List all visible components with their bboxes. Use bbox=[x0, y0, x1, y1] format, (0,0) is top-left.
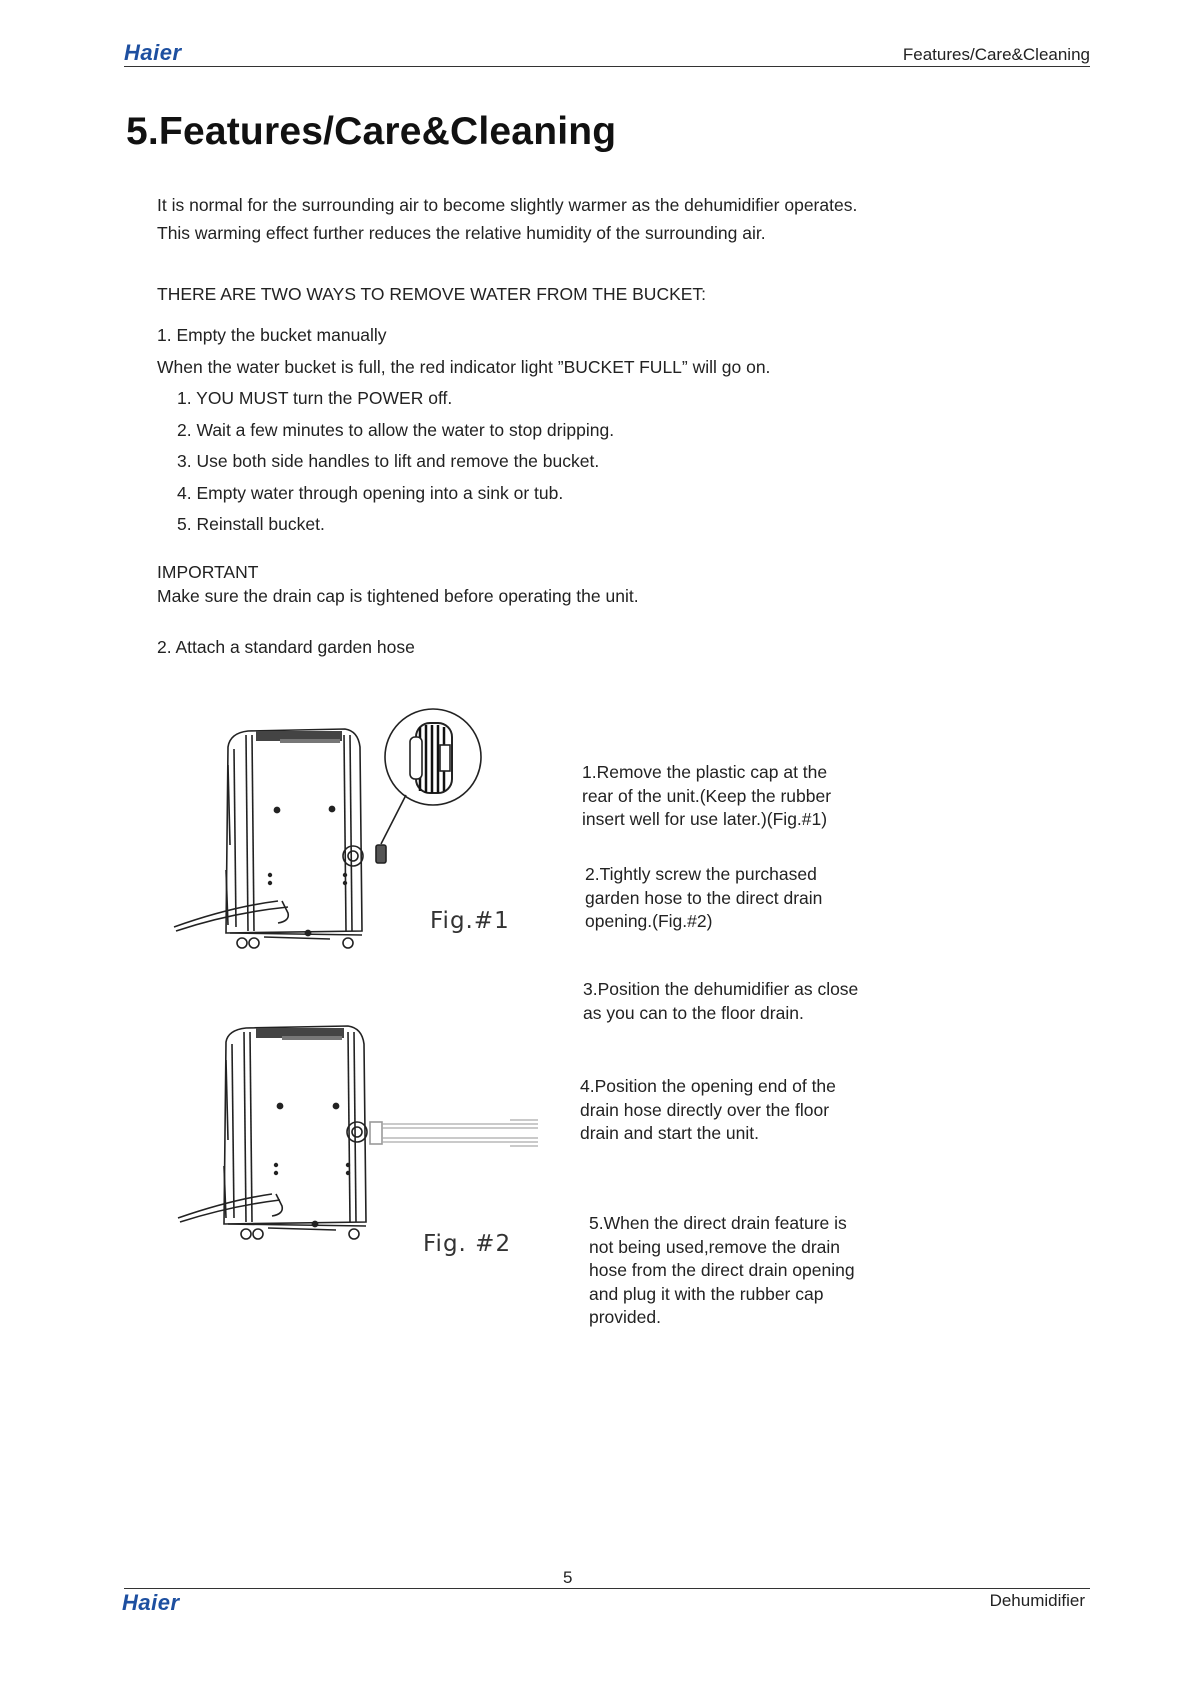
caption-line: 2.Tightly screw the purchased bbox=[585, 864, 817, 884]
manual-lead: When the water bucket is full, the red indicator light ”BUCKET FULL” will go on. bbox=[157, 357, 771, 377]
caption-line: garden hose to the direct drain bbox=[585, 887, 823, 908]
important-label: IMPORTANT bbox=[157, 562, 259, 582]
footer-rule bbox=[124, 1588, 1090, 1589]
manual-step-3: 3. Use both side handles to lift and remove the bucket. bbox=[177, 451, 600, 471]
manual-step-4: 4. Empty water through opening into a sink or tub. bbox=[177, 483, 564, 503]
caption-line: 4.Position the opening end of the bbox=[580, 1076, 836, 1096]
intro-line-2: This warming effect further reduces the relative humidity of the surrounding air. bbox=[157, 223, 766, 243]
intro-line-1: It is normal for the surrounding air to become slightly warmer as the dehumidifier operates. bbox=[157, 195, 858, 215]
hose-heading: 2. Attach a standard garden hose bbox=[157, 637, 415, 657]
manual-step-5: 5. Reinstall bucket. bbox=[177, 514, 325, 534]
caption-line: not being used,remove the drain bbox=[589, 1236, 840, 1257]
fig1-label: Fig.#1 bbox=[430, 908, 510, 934]
caption-line: 5.When the direct drain feature is bbox=[589, 1213, 847, 1233]
brand-logo-header: Haier bbox=[124, 40, 182, 65]
manual-step-1: 1. YOU MUST turn the POWER off. bbox=[177, 388, 453, 408]
manual-heading: 1. Empty the bucket manually bbox=[157, 325, 387, 345]
caption-line: rear of the unit.(Keep the rubber bbox=[582, 785, 832, 806]
header-rule bbox=[124, 66, 1090, 67]
fig2-label: Fig. #2 bbox=[423, 1231, 512, 1257]
header-section-title: Features/Care&Cleaning bbox=[902, 45, 1090, 64]
important-text: Make sure the drain cap is tightened before operating the unit. bbox=[157, 586, 639, 606]
brand-logo-footer: Haier bbox=[122, 1590, 180, 1615]
caption-step-5 bbox=[589, 1212, 855, 1330]
caption-step-3 bbox=[583, 978, 858, 1025]
caption-step-1 bbox=[582, 761, 831, 832]
caption-line: hose from the direct drain opening bbox=[589, 1260, 855, 1280]
manual-step-2: 2. Wait a few minutes to allow the water to stop dripping. bbox=[177, 420, 615, 440]
caption-step-4 bbox=[580, 1075, 836, 1146]
page-number: 5 bbox=[563, 1568, 573, 1587]
caption-line: 3.Position the dehumidifier as close bbox=[583, 979, 859, 999]
caption-line: insert well for use later.)(Fig.#1) bbox=[582, 809, 828, 829]
caption-line: drain and start the unit. bbox=[580, 1123, 759, 1143]
footer-product-name: Dehumidifier bbox=[989, 1591, 1085, 1610]
ways-heading: THERE ARE TWO WAYS TO REMOVE WATER FROM THE BUCKET: bbox=[157, 284, 707, 304]
caption-line: provided. bbox=[589, 1307, 661, 1327]
caption-line: and plug it with the rubber cap bbox=[589, 1283, 824, 1304]
caption-line: as you can to the floor drain. bbox=[583, 1002, 804, 1023]
caption-line: 1.Remove the plastic cap at the bbox=[582, 762, 828, 782]
caption-line: opening.(Fig.#2) bbox=[585, 911, 713, 931]
caption-line: drain hose directly over the floor bbox=[580, 1099, 830, 1120]
caption-step-2 bbox=[585, 863, 822, 934]
page-title: 5.Features/Care&Cleaning bbox=[126, 110, 617, 153]
